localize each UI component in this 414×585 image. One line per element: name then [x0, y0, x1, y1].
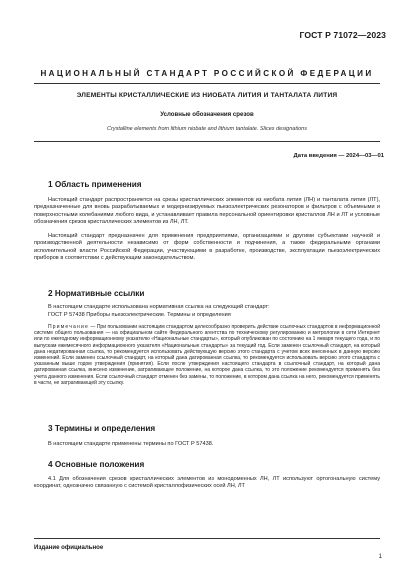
document-title: ЭЛЕМЕНТЫ КРИСТАЛЛИЧЕСКИЕ ИЗ НИОБАТА ЛИТИЯ И ТАНТАЛАТА ЛИТИЯ — [76, 92, 338, 99]
section-2-heading: 2 Нормативные ссылки — [48, 289, 145, 298]
section-4-paragraph-1: 4.1 Для обозначения срезов кристаллических элементов из монодоменных ЛН, ЛТ используют ортогональную систему координат, однозначно связанную с системой кристаллофизических осей ЛН, ЛТ — [34, 476, 380, 490]
note-label: Примечание — [48, 324, 89, 330]
section-1-heading: 1 Область применения — [48, 180, 142, 189]
page-number: 1 — [378, 553, 382, 560]
standard-title: НАЦИОНАЛЬНЫЙ СТАНДАРТ РОССИЙСКОЙ ФЕДЕРАЦИИ — [40, 69, 374, 78]
document-subtitle: Условные обозначения срезов — [160, 111, 254, 118]
edition-label: Издание официальное — [34, 544, 104, 551]
title-rule — [34, 141, 380, 142]
section-1-paragraph-1: Настоящий стандарт распространяется на срезы кристаллических элементов из ниобата лития (ЛН) и танталата лития (ЛТ), предназначенные для вновь разрабатываемых и модернизируемых пьезоэлектрических резонаторов и фильтров с объемными и поверхностными колебаниями любого вида, и устанавливает правила персональной ориентировки кристаллов ЛН и ЛТ и условные обозначения срезов кристаллических элементов из ЛН, ЛТ. — [34, 197, 380, 226]
section-4-heading: 4 Основные положения — [48, 460, 145, 469]
section-2-paragraph-1: В настоящем стандарте использована нормативная ссылка на следующий стандарт: — [48, 304, 270, 310]
standard-number: ГОСТ Р 71072—2023 — [299, 30, 386, 40]
section-1-paragraph-2: Настоящий стандарт предназначен для применения предприятиями, организациями и другими субъектами научной и производственной деятельности независимо от форм собственности и подчинения, а также федеральными органами исполнительной власти Российской Федерации, участвующими в разработке, производстве, эксплуатации пьезоэлектрических приборов в соответствии с действующим законодательством. — [34, 233, 380, 262]
note-text: — При пользовании настоящим стандартом целесообразно проверить действие ссылочных стандартов в информационной системе общего пользования — на официальном сайте Федерального агентства по техническому регулированию и метрологии в сети Интернет или по ежегодному информационному указателю «Национальные стандарты», который опубликован по состоянию на 1 января текущего года, и по выпускам ежемесячного информационного указателя «Национальные стандарты» за текущий год. Если заменен ссылочный стандарт, на который дана недатированная ссылка, то рекомендуется использовать действующую версию этого стандарта с учетом всех внесенных в данную версию изменений. Если заменен ссылочный стандарт, на который дана датированная ссылка, то рекомендуется использовать версию этого стандарта с указанным выше годом утверждения (принятия). Если после утверждения настоящего стандарта в ссылочный стандарт, на который дана датированная ссылка, внесено изменение, затрагивающее положение, на которое дана ссылка, то это положение рекомендуется применять без учета данного изменения. Если ссылочный стандарт отменен без замены, то положение, в котором дана ссылка на него, рекомендуется применять в части, не затрагивающей эту ссылку. — [34, 324, 380, 386]
header-rule — [34, 83, 380, 84]
section-3-paragraph-1: В настоящем стандарте применены термины по ГОСТ Р 57438. — [48, 441, 214, 447]
section-2-reference: ГОСТ Р 57438 Приборы пьезоэлектрические. Термины и определения — [48, 312, 231, 318]
footer-rule — [34, 538, 380, 539]
section-3-heading: 3 Термины и определения — [48, 424, 156, 433]
document-english-title: Crystalline elements from lithium niobate and lithium tantalate. Slices designations — [107, 126, 307, 132]
section-2-note — [34, 324, 380, 386]
effective-date: Дата введения — 2024—03—01 — [293, 153, 384, 159]
